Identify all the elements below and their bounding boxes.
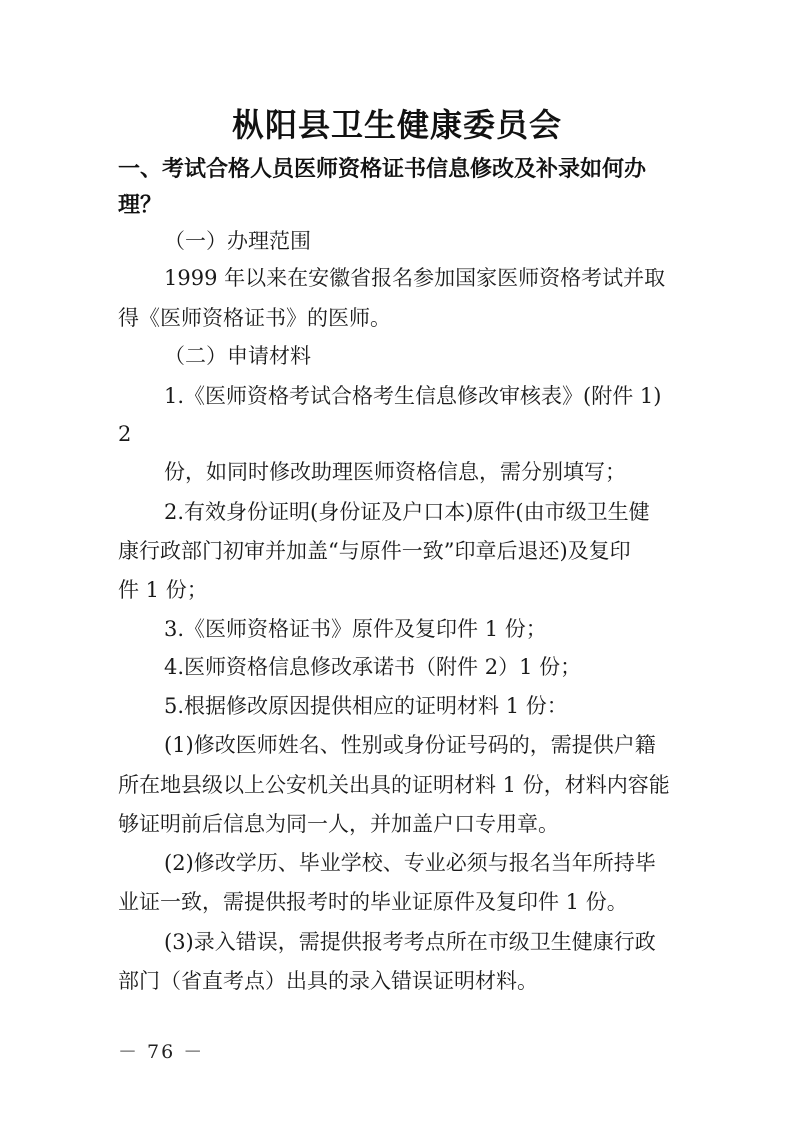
material-item2-line3: 件 1 份； [118, 578, 208, 602]
page-title: 枞阳县卫生健康委员会 [231, 106, 562, 144]
material-item2-line1: 2.有效身份证明(身份证及户口本)原件(由市级卫生健 [164, 500, 650, 524]
material-item2-line2: 康行政部门初审并加盖“与原件一致”印章后退还)及复印 [118, 539, 631, 563]
sub-item1-line2: 所在地县级以上公安机关出具的证明材料 1 份，材料内容能 [118, 773, 670, 797]
subsection-scope-title: （一）办理范围 [164, 229, 311, 253]
section-heading-line1: 一、考试合格人员医师资格证书信息修改及补录如何办 [118, 157, 647, 182]
material-item4: 4.医师资格信息修改承诺书（附件 2）1 份； [164, 655, 582, 679]
section-heading-line2: 理？ [118, 193, 163, 218]
sub-item2-line1: (2)修改学历、毕业学校、专业必须与报名当年所持毕 [164, 851, 656, 875]
sub-item2-line2: 业证一致，需提供报考时的毕业证原件及复印件 1 份。 [118, 890, 628, 914]
material-item1-line3: 份，如同时修改助理医师资格信息，需分别填写； [164, 460, 626, 484]
page-number: － 76 － [118, 1041, 205, 1063]
material-item1-line2: 2 [118, 422, 132, 446]
scope-text-line2: 得《医师资格证书》的医师。 [118, 306, 391, 330]
material-item1-line1: 1.《医师资格考试合格考生信息修改审核表》(附件 1) [164, 384, 662, 408]
scope-text-line1: 1999 年以来在安徽省报名参加国家医师资格考试并取 [164, 266, 666, 290]
material-item3: 3.《医师资格证书》原件及复印件 1 份； [164, 617, 547, 641]
subsection-materials-title: （二）申请材料 [164, 344, 311, 368]
sub-item1-line1: (1)修改医师姓名、性别或身份证号码的，需提供户籍 [164, 733, 656, 757]
sub-item3-line1: (3)录入错误，需提供报考考点所在市级卫生健康行政 [164, 930, 656, 954]
sub-item3-line2: 部门（省直考点）出具的录入错误证明材料。 [118, 969, 538, 993]
sub-item1-line3: 够证明前后信息为同一人，并加盖户口专用章。 [118, 812, 559, 836]
material-item5: 5.根据修改原因提供相应的证明材料 1 份： [164, 694, 568, 718]
